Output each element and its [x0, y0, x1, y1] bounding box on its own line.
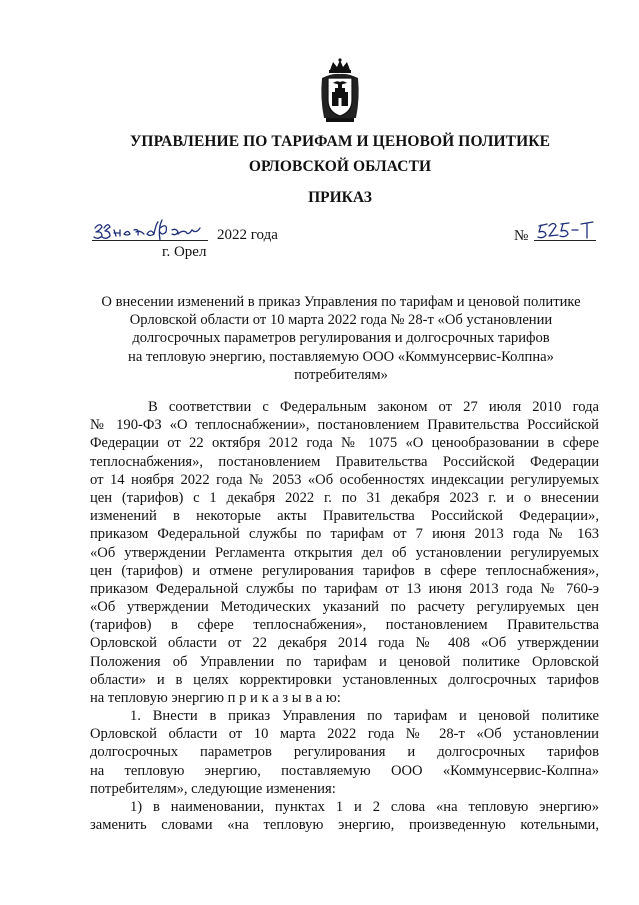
number-underline — [534, 240, 596, 241]
paragraph-line: изменений в некоторые акты Правительства Российской Федерации», — [90, 508, 599, 525]
paragraph-line: 1. Внести в приказ Управления по тарифам и ценовой политике — [130, 708, 599, 724]
paragraph-line: Положения об Управлении по тарифам и ценовой политике Орловской — [90, 653, 599, 670]
subject-line: на тепловую энергию, поставляемую ООО «Коммунсервис-Колпна» — [128, 348, 554, 365]
paragraph-line: на тепловую энергию, поставляемую ООО «Коммунсервис-Колпна» — [90, 762, 599, 779]
document-type-title: ПРИКАЗ — [308, 189, 372, 206]
paragraph-line: потребителям», следующие изменения: — [90, 780, 336, 797]
subject-line: О внесении изменений в приказ Управления по тарифам и ценовой политике — [101, 294, 581, 310]
paragraph-line: № 190-ФЗ «О теплоснабжении», постановлением Правительства Российской — [90, 417, 599, 434]
order-clause-1 — [90, 707, 599, 834]
number-label: № — [514, 228, 529, 244]
paragraph-line: «Об утверждении Методических указаний по расчету регулируемых цен — [90, 599, 599, 616]
paragraph-line: цен (тарифов) и отмене регулирования тарифов в сфере теплоснабжения», — [90, 562, 599, 579]
paragraph-line: (тарифов) в сфере теплоснабжения», постановлением Правительства — [90, 617, 599, 634]
paragraph-line: долгосрочных параметров регулирования и долгосрочных тарифов — [90, 744, 599, 761]
paragraph-line: приказом Федеральной службы по тарифам от 7 июня 2013 года № 163 — [90, 526, 599, 543]
handwritten-number — [535, 218, 597, 242]
paragraph-line: заменить словами «на тепловую энергию, произведенную котельными, — [90, 817, 599, 834]
paragraph-line: теплоснабжения», постановлением Правительства Российской Федерации — [90, 453, 599, 470]
subject-line: долгосрочных параметров регулирования и долгосрочных тарифов — [132, 330, 550, 347]
paragraph-line: цен (тарифов) с 1 декабря 2022 г. по 31 декабря 2023 г. и о внесении — [90, 489, 599, 506]
paragraph-line: области» и в целях корректировки установленных долгосрочных тарифов — [90, 671, 599, 688]
preamble-paragraph — [90, 398, 599, 707]
organization-title-line-2: ОРЛОВСКОЙ ОБЛАСТИ — [248, 158, 432, 175]
order-subject — [86, 293, 596, 384]
paragraph-line: Федерации от 22 октября 2012 года № 1075 «О ценообразовании в сфере — [90, 435, 599, 452]
city-name: г. Орел — [162, 244, 207, 260]
paragraph-line: от 14 ноября 2022 года № 2053 «Об особенностях индексации регулируемых — [90, 471, 599, 488]
paragraph-line: В соответствии с Федеральным законом от 27 июля 2010 года — [148, 399, 599, 415]
paragraph-line: Орловской области от 22 декабря 2014 года № 408 «Об утверждении — [90, 635, 599, 652]
date-year: 2022 года — [217, 227, 278, 243]
paragraph-line: на тепловую энергию п р и к а з ы в а ю: — [90, 690, 341, 706]
paragraph-line: 1) в наименовании, пунктах 1 и 2 слова «на тепловую энергию» — [130, 798, 599, 815]
coat-of-arms-emblem — [318, 58, 362, 124]
subject-line: Орловской области от 10 марта 2022 года № 28-т «Об установлении — [129, 312, 553, 329]
subject-line: потребителям» — [294, 366, 388, 383]
date-underline — [92, 240, 208, 241]
paragraph-line: «Об утверждении Регламента открытия дел об установлении регулируемых — [90, 544, 599, 561]
paragraph-line: приказом Федеральной службы по тарифам от 13 июня 2013 года № 760-э — [90, 580, 599, 597]
organization-title-line-1: УПРАВЛЕНИЕ ПО ТАРИФАМ И ЦЕНОВОЙ ПОЛИТИКЕ — [129, 133, 551, 150]
handwritten-date — [92, 218, 210, 242]
paragraph-line: Орловской области от 10 марта 2022 года № 28-т «Об установлении — [90, 726, 599, 743]
